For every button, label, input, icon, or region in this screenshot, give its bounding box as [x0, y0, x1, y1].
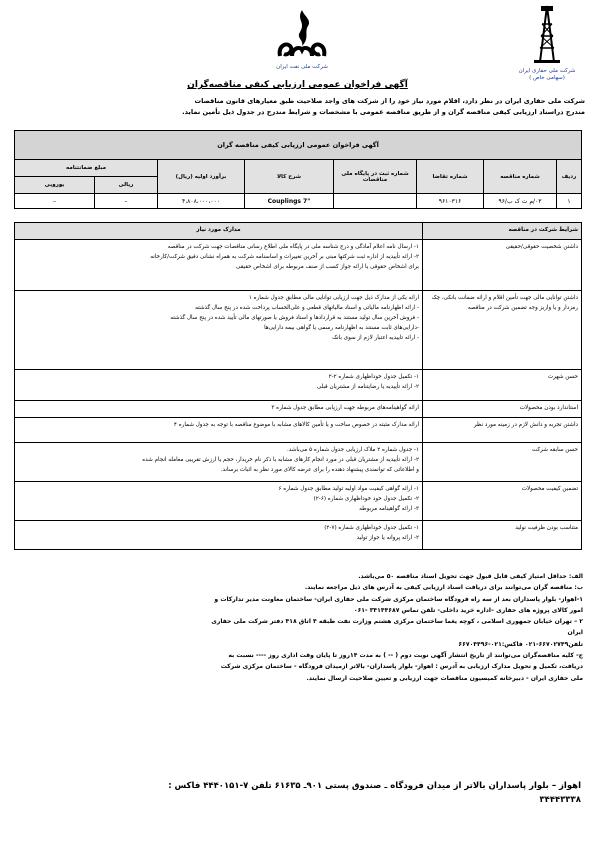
table-row	[15, 401, 582, 418]
doc-line: ۱- جدول شماره ۲ ملاک ارزیابی جدول شماره ۵ می‌باشد.	[286, 447, 419, 453]
note-line: تلفن۶۶۷۰۲۷۴۹-۰۲۱ فاکس:۰۲۱-۶۶۷۰۴۴۹۶	[458, 640, 583, 648]
doc-line: ارائه گواهینامه‌های مربوطه جهت ارزیابی مطابق جدول شماره ۳	[271, 405, 419, 411]
col-deposit-euro: یورویی	[15, 177, 95, 194]
nioc-logo	[262, 8, 342, 71]
tender-table	[14, 130, 582, 209]
note-line: ج- کلیه مناقصه‌گران می‌توانند از تاریخ انتشار آگهی نوبت دوم ( -- ) به مدت ۱۴روز تا پایان وقت اداری روز ---- نسبت به	[228, 652, 583, 660]
note-line: ۱-اهواز- بلوار پاسداران بعد از سه راه فرودگاه ساختمان مرکزی شرکت ملی حفاری ایران- ساختمان معاونت مدیر تدارکات و	[214, 595, 583, 603]
nioc-flame-icon	[274, 8, 330, 60]
docs-cell	[15, 240, 423, 291]
cell-description: Couplings 7"	[245, 194, 334, 209]
doc-line: ارائه یکی از مدارک ذیل جهت ارزیابی توانایی مالی مطابق جدول شماره ۱	[248, 295, 419, 301]
doc-line: ۲- ارائه تأییدیه از اداره ثبت شرکتها مبنی بر آخرین تغییرات و اساسنامه شرکت به همراه نشانی دقیق شرکت/کارخانه	[150, 254, 419, 260]
col-registration-no: شماره ثبت در پایگاه ملی مناقصات	[334, 160, 417, 194]
docs-cell	[15, 443, 423, 482]
doc-line: - ارائه تاییدیه اعتبار لازم از سوی بانک	[332, 335, 419, 341]
table-row	[15, 482, 582, 521]
nioc-caption: شرکت ملی نفت ایران	[276, 64, 328, 70]
note-line: ملی حفاری ایران - دبیرخانه کمیسیون مناقصات جهت ارزیابی و تعیین صلاحیت ارسال نمایند.	[306, 674, 583, 682]
doc-line: ۱- ارسال نامه اعلام آمادگی و درج شناسه ملی در پایگاه ملی اطلاع رسانی مناقصات جهت شرکت در مناقصه	[167, 244, 419, 250]
col-deposit-rial: ریالی	[94, 177, 157, 194]
cell-tender-no: ۰۳/م ت ک ب/۹۶	[484, 194, 557, 209]
docs-cell	[15, 521, 423, 550]
note-line: دریافت، تکمیل و تحویل مدارک ارزیابی به آدرس : اهواز- بلوار پاسداران- بالاتر ازمیدان فرودگاه - ساختمان مرکزی شرکت	[220, 663, 583, 671]
table-row	[15, 240, 582, 291]
docs-cell	[15, 291, 423, 370]
note-line: ۲ – تهران خیابان جمهوری اسلامی ، کوچه یغما ساختمان مرکزی هشتم وزارت نفت طبقه ۴ اتاق ۴۱۸ دفتر شرکت ملی حفاری	[211, 618, 583, 626]
drilling-rig-icon	[532, 4, 562, 64]
col-docs: مدارک مورد نیاز	[15, 223, 423, 240]
doc-line: ۱- ارائه گواهی کیفیت مواد اولیه تولید مطابق جدول شماره ۶	[278, 486, 419, 492]
notes-section	[12, 571, 583, 684]
table-row	[15, 521, 582, 550]
intro-paragraph	[10, 96, 585, 118]
tender-table-caption: آگهی فراخوان عمومی ارزیابی کیفی مناقصه گران	[15, 131, 582, 160]
condition-cell: حسن شهرت	[423, 370, 582, 401]
note-line: ب: مناقصه گران می‌توانند برای دریافت اسناد ارزیابی کیفی به آدرس های ذیل مراجعه نمایند.	[304, 584, 583, 592]
doc-line: ارائه مدارک مثبته در خصوص ساخت و یا تأمین کالاهای مشابه با موضوع مناقصه با توجه به جدول شماره ۴	[173, 422, 419, 428]
doc-line: ۲- ارائه پروانه یا جواز تولید	[356, 535, 419, 541]
doc-line: ۱- تکمیل جدول خوداظهاری شماره (۷-۲)	[324, 525, 419, 531]
doc-line: ۳- ارائه گواهینامه مربوطه	[359, 506, 419, 512]
conditions-table	[14, 222, 582, 550]
note-line: ایران	[567, 629, 583, 637]
note-line: امور کالای پروژه های حفاری –اداره خرید داخلی- تلفن تماس ۳۴۱۴۴۶۸۷ -۰۶۱	[353, 606, 583, 614]
condition-cell: متناسب بودن ظرفیت تولید	[423, 521, 582, 550]
col-estimate: برآورد اولیه (ریال)	[158, 160, 245, 194]
doc-line: - فروش آخرین سال تولید مستند به قراردادها و اسناد فروش یا صورتهای مالی تأیید شده در پنج سال گذشته	[170, 315, 419, 321]
docs-cell	[15, 401, 423, 418]
condition-cell: داشتن تجربه و دانش لازم در زمینه مورد نظر	[423, 418, 582, 443]
doc-line: و اطلاعاتی که توانمندی پیشنهاد دهنده را برای عرضه کالای مورد نظر به اثبات برساند.	[220, 467, 419, 473]
nidc-subcaption: (سهامی خاص )	[529, 75, 565, 81]
notice-title: آگهی فراخوان عمومی ارزیابی کیفی مناقصه‌گران	[187, 80, 408, 90]
footer-address	[16, 779, 581, 807]
cell-deposit-rial: –	[94, 194, 157, 209]
docs-cell	[15, 482, 423, 521]
doc-line: - ارائه اظهارنامه مالیاتی و اسناد مالیاتهای قطعی و علی‌الحساب پرداخت شده در پنج سال گذشته	[195, 305, 419, 311]
cell-request-no: ۹۶۱۰۳۱۶	[417, 194, 484, 209]
col-condition: شرایط شرکت در مناقصه	[423, 223, 582, 240]
cell-index: ۱	[557, 194, 582, 209]
nidc-logo	[507, 4, 587, 82]
condition-cell: داشتن توانایی مالی جهت تأمین اقلام و ارائه ضمانت بانکی، چک رمزدار و یا واریز وجه تضمین شرکت در مناقصه	[423, 291, 582, 370]
docs-cell	[15, 370, 423, 401]
doc-line: -دارایی‌های ثابت مستند به اظهارنامه رسمی یا گواهی بیمه دارایی‌ها	[264, 325, 419, 331]
table-row	[15, 194, 582, 209]
col-description: شرح کالا	[245, 160, 334, 194]
cell-deposit-euro: –	[15, 194, 95, 209]
doc-line: ۱- تکمیل جدول خوداظهاری شماره ۲-۲	[328, 374, 419, 380]
col-tender-no: شماره مناقصه	[484, 160, 557, 194]
doc-line: ۲- تکمیل جدول خود خوداظهاری شماره (۶-۲)	[313, 496, 419, 502]
table-row	[15, 370, 582, 401]
doc-line: برای اشخاص حقوقی یا ارائه جواز کسب از صنف مربوطه برای اشخاص حقیقی	[236, 264, 419, 270]
col-request-no: شماره تقاضا	[417, 160, 484, 194]
note-line: الف: حداقل امتیاز کیفی قابل قبول جهت تحویل اسناد مناقصه ۵۰ می‌باشد.	[358, 573, 583, 580]
condition-cell: استاندارد بودن محصولات	[423, 401, 582, 418]
condition-cell: داشتن شخصیت حقوقی/حقیقی	[423, 240, 582, 291]
intro-line: مندرج دراسناد ارزیابی کیفی مناقصه گران و از طریق مناقصه عمومی با مشخصات و شرایط مندرج در جدول ذیل تأمین نماید.	[182, 108, 585, 116]
condition-cell: تضمین کیفیت محصولات	[423, 482, 582, 521]
doc-line: ۲- ارائه تأییدیه یا رضایتنامه از مشتریان قبلی	[316, 384, 419, 390]
address-line: اهواز – بلوار پاسداران بالاتر از میدان فرودگاه ـ صندوق پستی ۹۰۱ـ ۶۱۶۳۵ تلفن ۷-۴۴۴۰۱۵۱ فاکس :	[168, 781, 581, 791]
col-deposit: مبلغ ضمانتنامه	[15, 160, 158, 177]
cell-registration-no	[334, 194, 417, 209]
table-row	[15, 418, 582, 443]
docs-cell	[15, 418, 423, 443]
col-index: ردیف	[557, 160, 582, 194]
nidc-caption: شرکت ملی حفاری ایران	[518, 68, 576, 74]
doc-line: ۲- ارائه تأییدیه از مشتریان قبلی در مورد انجام کارهای مشابه با ذکر نام خریدار، حجم یا ارزش تقریبی معامله انجام شده	[142, 457, 419, 463]
condition-cell: حسن سابقه شرکت	[423, 443, 582, 482]
intro-line: شرکت ملی حفاری ایران در نظر دارد، اقلام مورد نیاز خود را از شرکت های واجد صلاحیت طبق معیارهای قانون مناقصات	[194, 97, 585, 105]
table-row	[15, 291, 582, 370]
address-line: ۳۴۴۴۳۳۳۸	[539, 795, 581, 805]
table-row	[15, 443, 582, 482]
cell-estimate: ۴،۸۰۸،۰۰۰،۰۰۰	[158, 194, 245, 209]
